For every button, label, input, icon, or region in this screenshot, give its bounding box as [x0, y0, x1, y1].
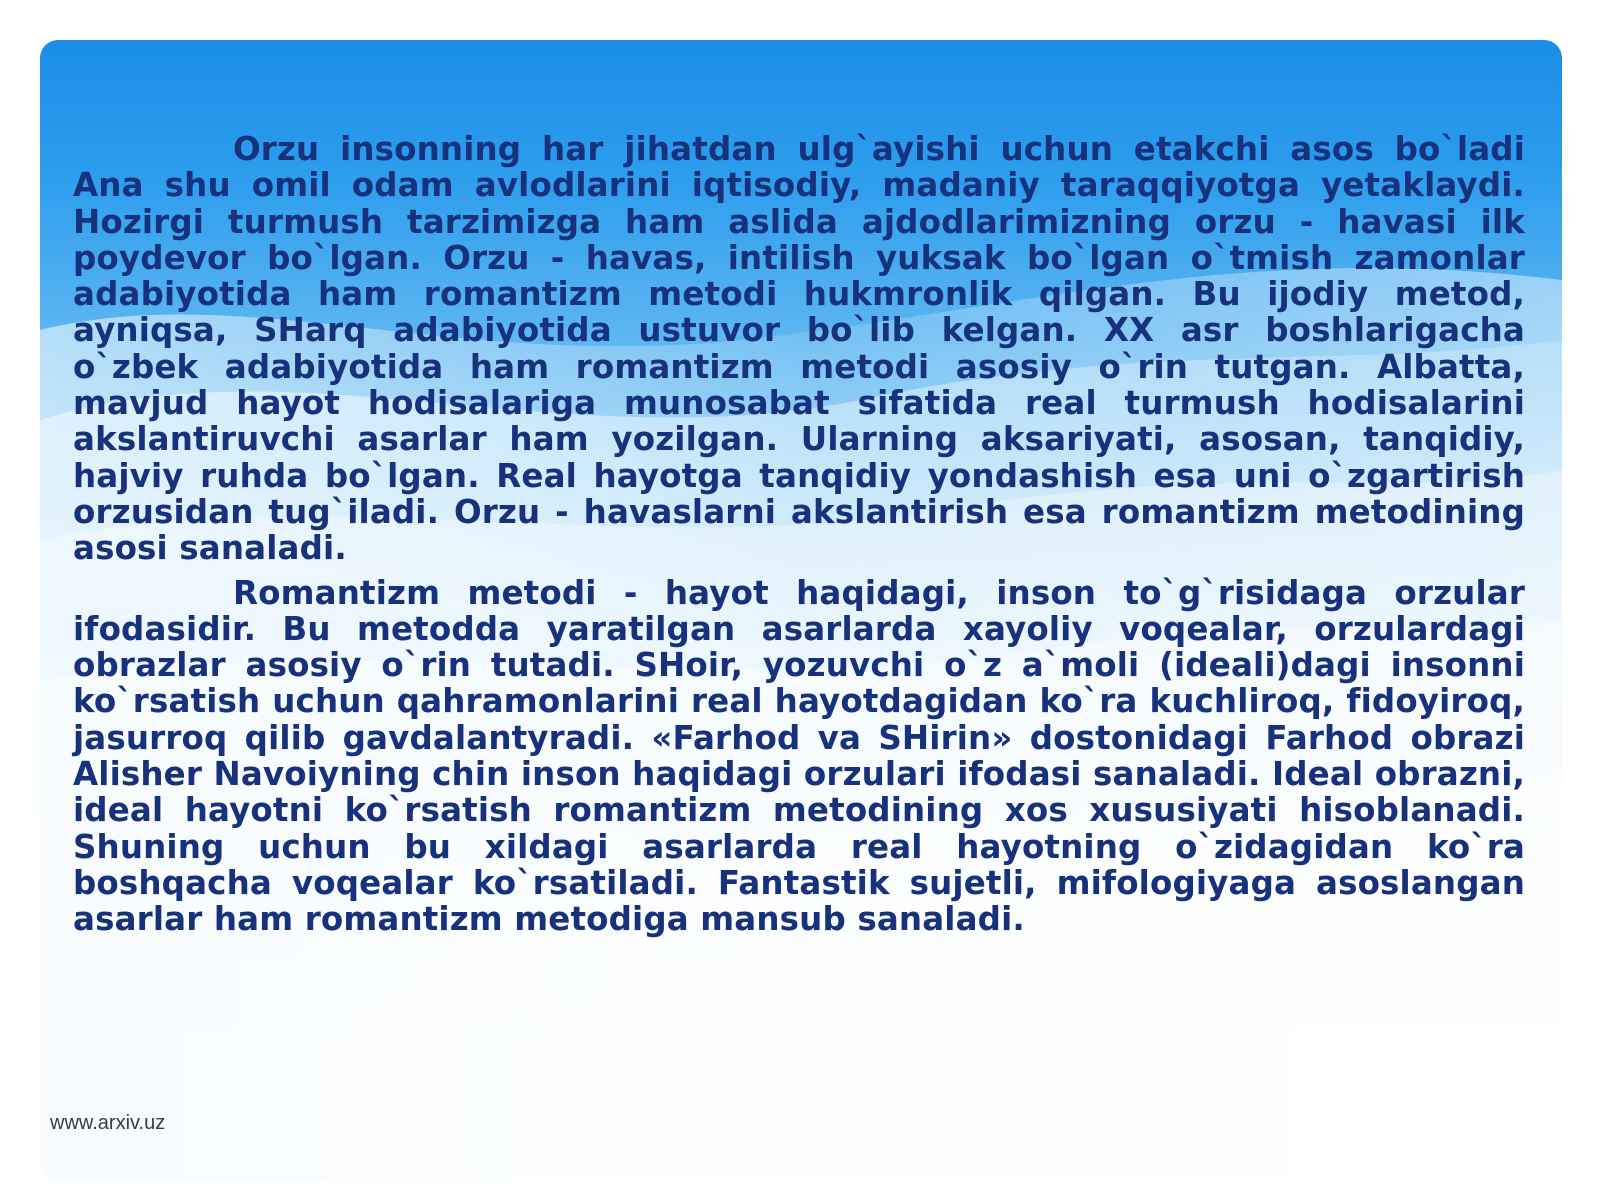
- slide-body-text: [73, 131, 1525, 938]
- footer-url: www.arxiv.uz: [50, 1112, 166, 1134]
- paragraph-1: Orzu insonning har jihatdan ulg`ayishi uchun etakchi asos bo`ladi Ana shu omil odam avlodlarini iqtisodiy, madaniy taraqqiyotga yetaklaydi. Hozirgi turmush tarzimizga ham aslida ajdodlarimizning orzu - havasi ilk poydevor bo`lgan. Orzu - havas, intilish yuksak bo`lgan o`tmish zamonlar adabiyotida ham romantizm metodi hukmronlik qilgan. Bu ijodiy metod, ayniqsa, SHarq adabiyotida ustuvor bo`lib kelgan. XX asr boshlarigacha o`zbek adabiyotida ham romantizm metodi asosiy o`rin tutgan. Albatta, mavjud hayot hodisalariga munosabat sifatida real turmush hodisalarini akslantiruvchi asarlar ham yozilgan. Ularning aksariyati, asosan, tanqidiy, hajviy ruhda bo`lgan. Real hayotga tanqidiy yondashish esa uni o`zgartirish orzusidan tug`iladi. Orzu - havaslarni akslantirish esa romantizm metodining asosi sanaladi.: [73, 130, 1525, 568]
- paragraph-2: Romantizm metodi - hayot haqidagi, inson to`g`risidaga orzular ifodasidir. Bu metodda yaratilgan asarlarda xayoliy voqealar, orzulardagi obrazlar asosiy o`rin tutadi. SHoir, yozuvchi o`z a`moli (ideali)dagi insonni ko`rsatish uchun qahramonlarini real hayotdagidan ko`ra kuchliroq, fidoyiroq, jasurroq qilib gavdalantyradi. «Farhod va SHirin» dostonidagi Farhod obrazi Alisher Navoiyning chin inson haqidagi orzulari ifodasi sanaladi. Ideal obrazni, ideal hayotni ko`rsatish romantizm metodining xos xususiyati hisoblanadi. Shuning uchun bu xildagi asarlarda real hayotning o`zidagidan ko`ra boshqacha voqealar ko`rsatiladi. Fantastik sujetli, mifologiyaga asoslangan asarlar ham romantizm metodiga mansub sanaladi.: [73, 573, 1525, 939]
